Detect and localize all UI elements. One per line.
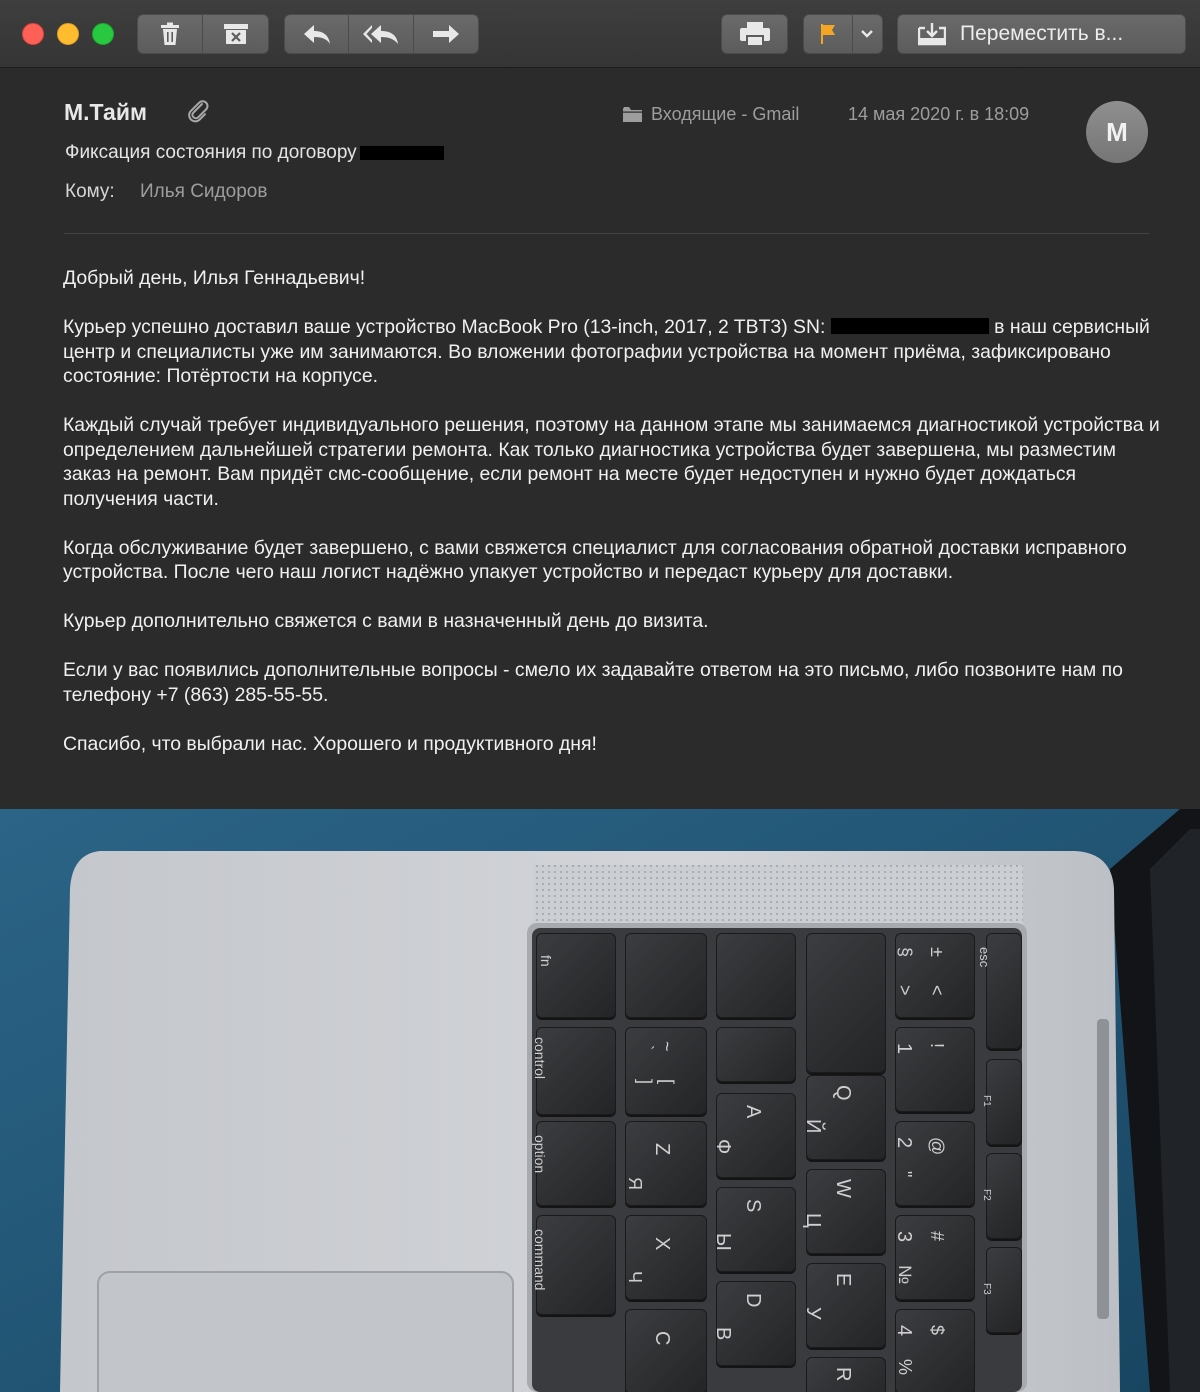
key-label: X [651, 1237, 673, 1251]
key-tilde [625, 1027, 707, 1115]
key-label: [ [657, 1079, 677, 1085]
key-capslock [716, 933, 796, 1018]
archive-icon [223, 23, 249, 45]
key-label: 2 [893, 1137, 915, 1149]
key-2 [895, 1121, 975, 1206]
key-label: В [712, 1327, 734, 1341]
key-label: Й [802, 1119, 824, 1134]
paragraph-2: Каждый случай требует индивидуального решения, поэтому на данном этапе мы занимаемся диагностикой устройства и определением дальнейшей стратегии ремонта. Как только диагностика устройства будет завершена, мы разместим заказ на ремонт. Вам придёт смс-сообщение, если ремонт на месте будет недоступен и нужно будет дождаться получения части. [63, 414, 1160, 510]
minimize-window-button[interactable] [57, 23, 79, 45]
key-label: option [532, 1135, 548, 1174]
move-to-button[interactable] [897, 14, 1186, 54]
attachment-photo[interactable] [0, 809, 1200, 1392]
recipient-name[interactable]: Илья Сидоров [140, 181, 268, 202]
key-label: D [742, 1293, 764, 1308]
key-label: Ц [802, 1213, 824, 1228]
avatar [1086, 101, 1148, 163]
key-control [532, 1027, 616, 1115]
subject-text: Фиксация состояния по договору [65, 142, 357, 163]
paragraph-1-end: в наш сервисный центр и специалисты уже им занимаются. Во вложении фотографии устройства на момент приёма, зафиксировано состояние: Потёртости на корпусе. [63, 316, 1150, 387]
sender-name[interactable]: М.Тайм [64, 99, 147, 125]
header-divider [64, 233, 1149, 234]
key-command [532, 1215, 616, 1315]
key-label: 3 [893, 1231, 915, 1243]
key-label: A [742, 1105, 764, 1119]
print-icon [739, 21, 771, 47]
key-a [716, 1027, 796, 1082]
key-w [802, 1169, 886, 1254]
key-label: Ф [712, 1139, 734, 1155]
move-to-folder-icon [918, 22, 946, 46]
message-body [63, 266, 1163, 781]
key-label: 1 [893, 1043, 915, 1055]
key-f2 [981, 1153, 1022, 1239]
keyboard [0, 809, 1200, 1392]
key-label: C [651, 1331, 673, 1346]
chevron-down-icon [860, 29, 874, 39]
key-tab [806, 933, 886, 1073]
flag-group [803, 14, 883, 54]
redacted-contract-number [360, 146, 444, 160]
mailbox-name: Входящие - Gmail [651, 104, 800, 124]
key-label: R [832, 1367, 854, 1382]
key-label: $ [927, 1325, 947, 1336]
key-label: Ч [625, 1271, 645, 1283]
key-e [802, 1263, 886, 1348]
reply-all-icon [362, 23, 400, 45]
key-label: Я [625, 1177, 645, 1190]
message-view [0, 69, 1200, 809]
greeting: Добрый день, Илья Геннадьевич! [63, 267, 366, 289]
key-label: " [895, 1171, 915, 1178]
key-label: Q [832, 1085, 854, 1101]
paragraph-4: Курьер дополнительно свяжется с вами в назначенный день до визита. [63, 610, 709, 632]
toolbar [0, 0, 1200, 68]
reply-all-button[interactable] [349, 15, 413, 53]
paragraph-6: Спасибо, что выбрали нас. Хорошего и продуктивного дня! [63, 732, 597, 755]
key-label: command [532, 1229, 548, 1291]
key-option [532, 1121, 616, 1206]
key-section [895, 933, 975, 1018]
flag-menu-button[interactable] [853, 15, 882, 53]
key-x [625, 1215, 707, 1300]
reply-group [284, 14, 479, 54]
key-label: ] [635, 1079, 655, 1085]
key-3 [895, 1215, 975, 1300]
key-label: ± [927, 947, 947, 957]
key-f1 [981, 1059, 1022, 1145]
flag-icon [819, 23, 837, 45]
reply-button[interactable] [285, 15, 349, 53]
key-label: F2 [981, 1189, 992, 1201]
key-label: % [895, 1359, 915, 1376]
forward-icon [431, 23, 461, 45]
forward-button[interactable] [414, 15, 478, 53]
key-label: W [832, 1179, 854, 1198]
key-label: Z [651, 1143, 673, 1156]
key-a-main [712, 1093, 796, 1178]
paragraph-3: Когда обслуживание будет завершено, с вами свяжется специалист для согласования обратной доставки исправного устройства. После чего наш логист надёжно упакует устройство и передаст курьеру для доставки. [63, 536, 1127, 583]
key-label: F1 [981, 1095, 992, 1107]
key-label: > [895, 985, 915, 996]
key-label: F3 [981, 1283, 992, 1295]
key-q [802, 1075, 886, 1160]
folder-icon [622, 106, 643, 123]
key-z [625, 1121, 707, 1206]
redacted-serial-number [831, 318, 989, 334]
mailbox-label[interactable] [622, 104, 799, 125]
key-label: < [927, 985, 947, 996]
archive-button[interactable] [203, 15, 268, 53]
key-label: № [895, 1265, 915, 1285]
key-1 [895, 1027, 975, 1112]
print-button[interactable] [721, 14, 788, 54]
message-date: 14 мая 2020 г. в 18:09 [848, 104, 1030, 124]
key-label: Ы [712, 1233, 734, 1251]
key-label: control [532, 1037, 548, 1080]
zoom-window-button[interactable] [92, 23, 114, 45]
key-label: ` [638, 1045, 655, 1051]
avatar-initial: М [1106, 116, 1128, 147]
paperclip-icon [187, 99, 209, 123]
key-label: # [927, 1231, 947, 1242]
delete-archive-group [137, 14, 269, 54]
key-label: esc [977, 947, 992, 968]
key-f3 [981, 1247, 1022, 1333]
key-label: § [895, 947, 915, 958]
key-shift [625, 933, 707, 1018]
key-label: 4 [893, 1325, 915, 1337]
key-label: У [802, 1307, 824, 1320]
key-d [712, 1281, 796, 1366]
reply-icon [302, 23, 332, 45]
key-label: E [832, 1273, 854, 1287]
trash-icon [159, 22, 181, 46]
subject-line [65, 142, 444, 164]
key-label: ! [927, 1043, 947, 1049]
paragraph-1-start: Курьер успешно доставил ваше устройство MacBook Pro (13-inch, 2017, 2 TBT3) SN: [63, 316, 831, 338]
key-s [712, 1187, 796, 1272]
paragraph-1 [63, 315, 1163, 389]
key-label: fn [538, 955, 554, 967]
move-to-label: Переместить в... [960, 22, 1124, 45]
flag-button[interactable] [804, 15, 853, 53]
key-4 [895, 1309, 975, 1392]
key-r [806, 1357, 886, 1392]
key-fn [536, 933, 616, 1018]
to-label: Кому: [65, 181, 115, 202]
key-c [625, 1309, 707, 1392]
attachment-indicator[interactable] [187, 99, 209, 128]
close-window-button[interactable] [22, 23, 44, 45]
key-label: S [742, 1199, 764, 1213]
delete-button[interactable] [138, 15, 203, 53]
paragraph-5: Если у вас появились дополнительные вопросы - смело их задавайте ответом на это письмо, либо позвоните нам по телефону +7 (863) 285-55-55. [63, 659, 1123, 706]
key-label: ~ [657, 1041, 677, 1052]
key-esc [977, 933, 1022, 1049]
key-label: @ [927, 1137, 947, 1156]
